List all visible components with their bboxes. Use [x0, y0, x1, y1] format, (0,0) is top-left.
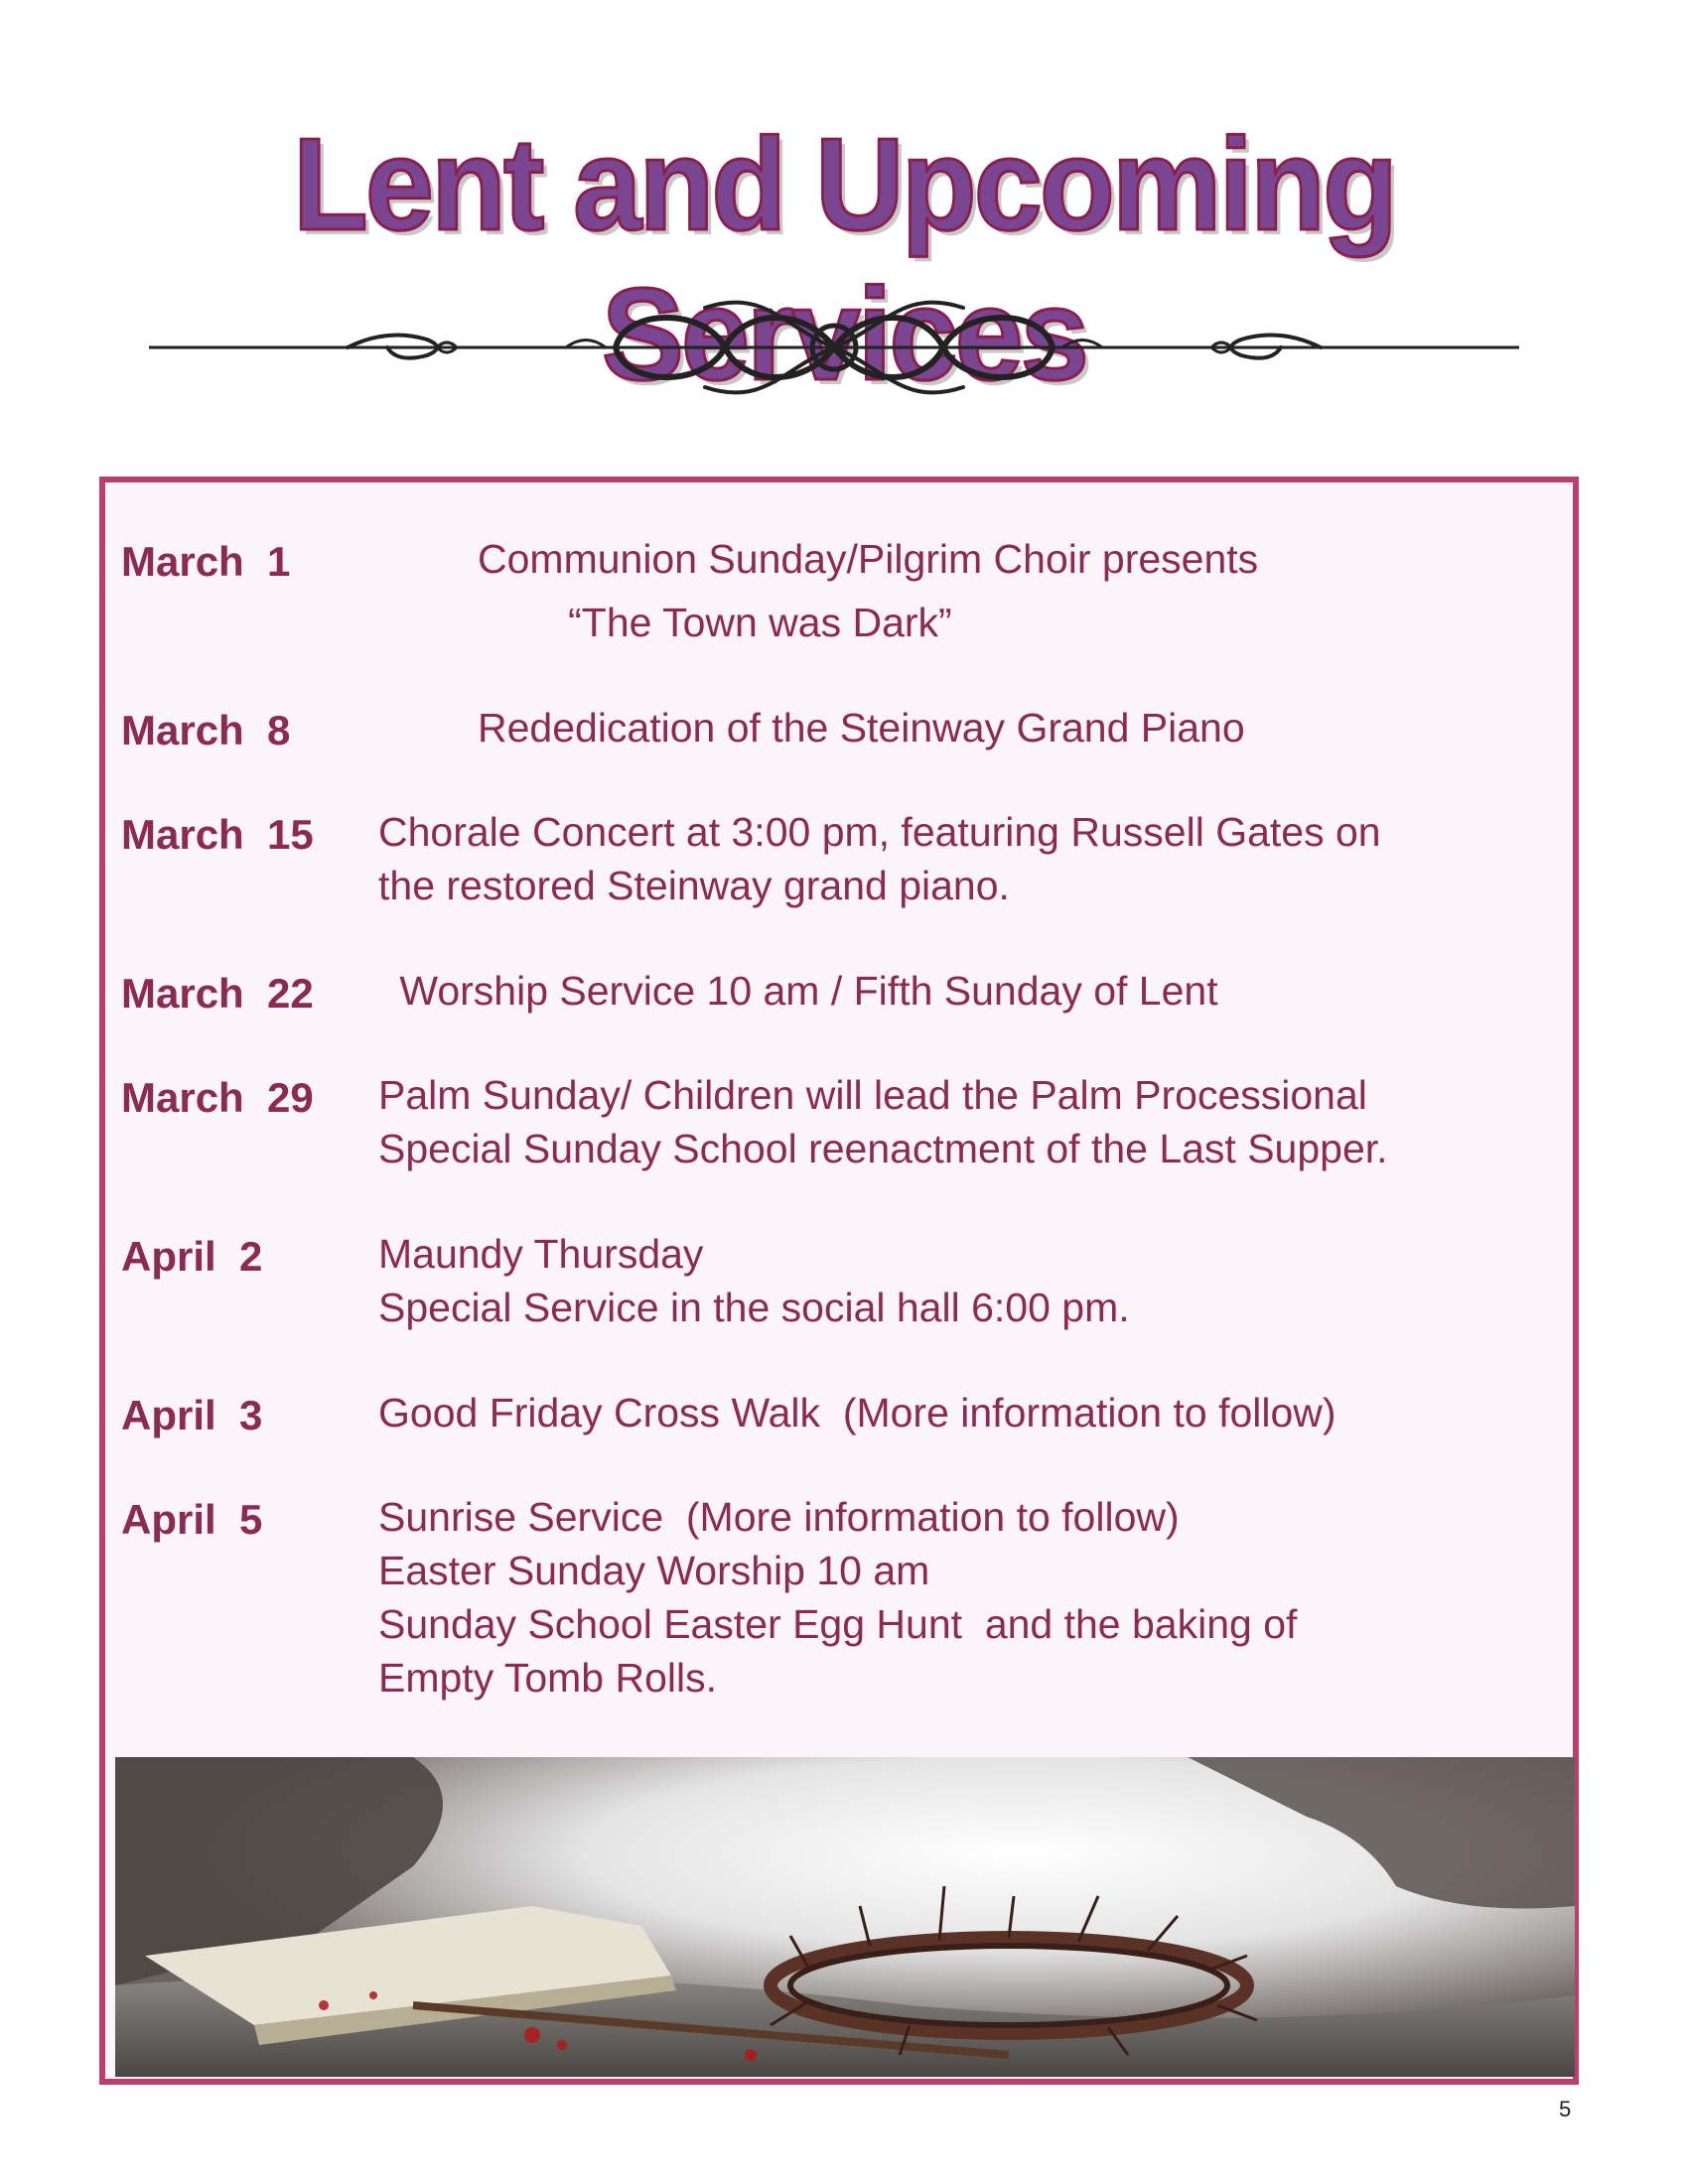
- event-description: [388, 964, 1218, 1018]
- event-description: [478, 701, 1245, 754]
- event-description-line: Good Friday Cross Walk (More information to follow): [378, 1390, 1336, 1435]
- event-date: March 1: [121, 538, 291, 585]
- event-description-line: Special Service in the social hall 6:00 pm.: [378, 1285, 1130, 1330]
- event-date: March 15: [121, 811, 314, 858]
- page-title: Lent and Upcoming Services: [292, 111, 1396, 407]
- schedule-box: [99, 477, 1579, 2085]
- event-description-line: Communion Sunday/Pilgrim Choir presents: [478, 536, 1259, 582]
- event-description: [478, 532, 1258, 649]
- event-description-line: Maundy Thursday: [378, 1231, 704, 1277]
- event-description-line: Chorale Concert at 3:00 pm, featuring Russell Gates on: [378, 809, 1381, 855]
- event-date: March 29: [121, 1074, 314, 1121]
- event-description-line: Sunrise Service (More information to follow): [378, 1494, 1180, 1540]
- event-date: April 2: [121, 1233, 263, 1280]
- event-description-line: Sunday School Easter Egg Hunt and the baking of: [378, 1601, 1298, 1647]
- event-description-line: Worship Service 10 am / Fifth Sunday of Lent: [388, 968, 1218, 1014]
- event-description-line: “The Town was Dark”: [478, 600, 952, 645]
- event-date: March 22: [121, 970, 314, 1017]
- event-date: March 8: [121, 707, 291, 753]
- event-description-line: the restored Steinway grand piano.: [378, 863, 1010, 908]
- event-description-line: Rededication of the Steinway Grand Piano: [478, 705, 1245, 751]
- event-description: [378, 1386, 1336, 1439]
- event-description: [378, 1490, 1297, 1705]
- event-description-line: Empty Tomb Rolls.: [378, 1655, 718, 1701]
- event-description-line: Easter Sunday Worship 10 am: [378, 1548, 930, 1593]
- event-description-line: Special Sunday School reenactment of the Last Supper.: [378, 1126, 1388, 1171]
- event-description: [378, 1068, 1388, 1175]
- event-description: [378, 1227, 1130, 1334]
- event-description: [378, 805, 1381, 912]
- page-number: 5: [1559, 2097, 1572, 2121]
- event-date: April 5: [121, 1496, 263, 1543]
- crown-of-thorns-bible-photo-icon: [115, 1757, 1575, 2077]
- event-date: April 3: [121, 1392, 263, 1438]
- decorative-flourish-icon: [149, 288, 1519, 407]
- event-description-line: Palm Sunday/ Children will lead the Palm Processional: [378, 1072, 1367, 1118]
